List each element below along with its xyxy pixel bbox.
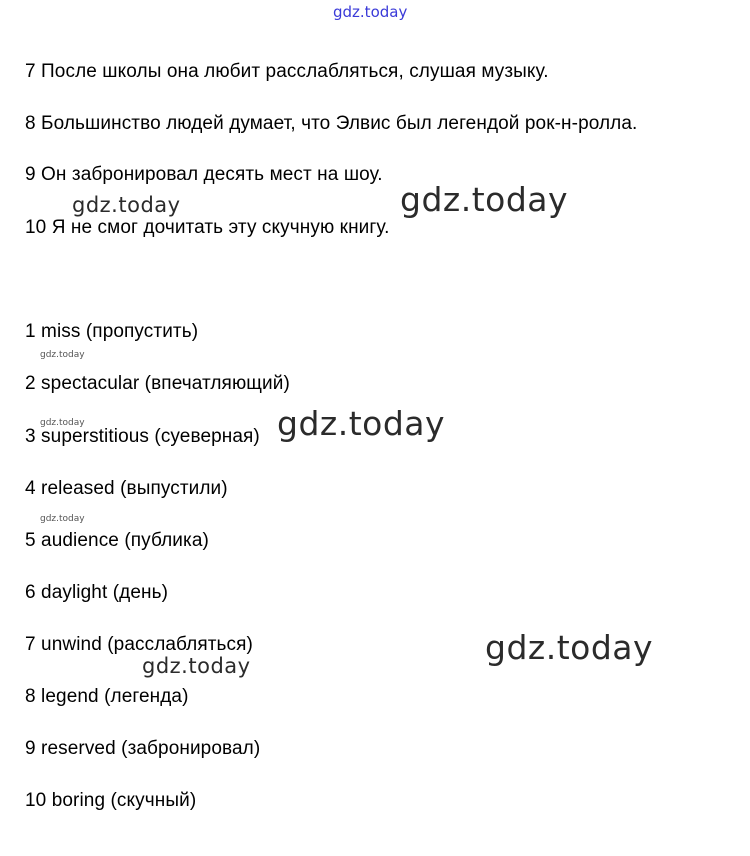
- watermark: gdz.today: [40, 350, 85, 360]
- answer-3: 3 superstitious (суеверная): [25, 426, 260, 447]
- answer-10: 10 boring (скучный): [25, 790, 197, 811]
- watermark: gdz.today: [40, 418, 85, 428]
- sentence-9: 9 Он забронировал десять мест на шоу.: [25, 164, 383, 185]
- answer-7: 7 unwind (расслабляться): [25, 634, 253, 655]
- sentence-10: 10 Я не смог дочитать эту скучную книгу.: [25, 217, 390, 238]
- sentence-8: 8 Большинство людей думает, что Элвис был легендой рок-н-ролла.: [25, 113, 638, 134]
- answer-2: 2 spectacular (впечатляющий): [25, 373, 290, 394]
- watermark-top: gdz.today: [333, 3, 408, 21]
- answer-1: 1 miss (пропустить): [25, 321, 199, 342]
- answer-5: 5 audience (публика): [25, 530, 209, 551]
- answer-8: 8 legend (легенда): [25, 686, 189, 707]
- watermark: gdz.today: [277, 404, 446, 443]
- answer-6: 6 daylight (день): [25, 582, 169, 603]
- watermark: gdz.today: [72, 193, 181, 217]
- watermark: gdz.today: [40, 514, 85, 524]
- watermark: gdz.today: [142, 654, 251, 678]
- answer-4: 4 released (выпустили): [25, 478, 228, 499]
- sentence-7: 7 После школы она любит расслабляться, слушая музыку.: [25, 61, 549, 82]
- answer-9: 9 reserved (забронировал): [25, 738, 261, 759]
- watermark: gdz.today: [485, 628, 654, 667]
- watermark: gdz.today: [400, 180, 569, 219]
